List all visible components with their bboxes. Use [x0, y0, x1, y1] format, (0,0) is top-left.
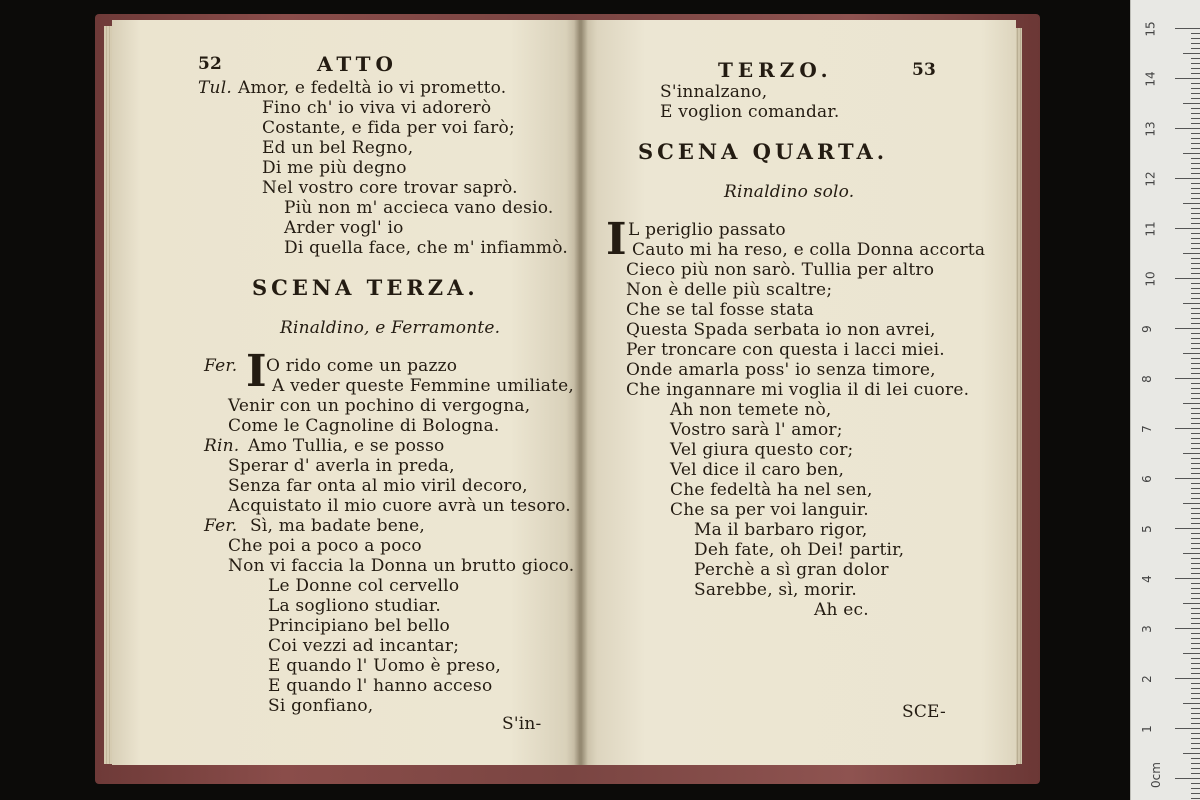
ruler-tick	[1175, 178, 1200, 179]
verse-line: Onde amarla poss' io senza timore,	[626, 360, 936, 380]
verse-line: Deh fate, oh Dei! partir,	[694, 540, 905, 560]
verse-line: Vostro sarà l' amor;	[670, 420, 843, 440]
ruler-tick	[1191, 338, 1200, 339]
ruler-tick	[1191, 758, 1200, 759]
verse-line: Cieco più non sarò. Tullia per altro	[626, 260, 935, 280]
ruler-tick	[1191, 308, 1200, 309]
ruler-tick	[1191, 418, 1200, 419]
ruler-label: 14	[1143, 71, 1158, 87]
ruler-tick	[1191, 63, 1200, 64]
ruler-tick	[1191, 643, 1200, 644]
ruler-label: 0cm	[1148, 762, 1163, 788]
ruler-tick	[1191, 493, 1200, 494]
ruler-tick	[1175, 478, 1200, 479]
measuring-ruler	[1130, 0, 1200, 800]
ruler-tick	[1191, 383, 1200, 384]
verse-line: E quando l' hanno acceso	[268, 676, 493, 696]
ruler-tick	[1191, 798, 1200, 799]
verse-line: Principiano bel bello	[268, 616, 450, 636]
ruler-tick	[1175, 228, 1200, 229]
verse-line: Che sa per voi languir.	[670, 500, 869, 520]
verse-line: Arder vogl' io	[284, 218, 404, 238]
left-page-number: 52	[198, 54, 223, 74]
ruler-label: 13	[1143, 121, 1158, 137]
ruler-tick	[1191, 38, 1200, 39]
ruler-tick	[1191, 173, 1200, 174]
ruler-label: 7	[1139, 425, 1154, 433]
ruler-tick	[1175, 528, 1200, 529]
verse-line: Sarebbe, sì, morir.	[694, 580, 857, 600]
ruler-tick	[1183, 53, 1200, 54]
ruler-tick	[1175, 28, 1200, 29]
verse-line: Vel dice il caro ben,	[670, 460, 845, 480]
verse-line: Sperar d' averla in preda,	[228, 456, 455, 476]
ruler-tick	[1191, 248, 1200, 249]
verse-line: Sì, ma badate bene,	[250, 516, 426, 536]
ruler-label: 15	[1143, 21, 1158, 37]
ruler-tick	[1191, 668, 1200, 669]
speaker-label: Fer.	[204, 356, 238, 376]
ruler-tick	[1191, 468, 1200, 469]
catchword: SCE-	[902, 702, 946, 722]
ruler-tick	[1183, 303, 1200, 304]
ruler-tick	[1175, 628, 1200, 629]
ruler-tick	[1191, 543, 1200, 544]
verse-line: Di me più degno	[262, 158, 407, 178]
ruler-tick	[1191, 463, 1200, 464]
ruler-tick	[1191, 223, 1200, 224]
verse-line: Per troncare con questa i lacci miei.	[626, 340, 945, 360]
right-page-number: 53	[912, 60, 937, 80]
ruler-tick	[1175, 378, 1200, 379]
ruler-tick	[1183, 553, 1200, 554]
ruler-tick	[1191, 283, 1200, 284]
ruler-tick	[1191, 243, 1200, 244]
ruler-tick	[1183, 153, 1200, 154]
ruler-tick	[1191, 213, 1200, 214]
ruler-tick	[1191, 258, 1200, 259]
ruler-tick	[1175, 578, 1200, 579]
right-running-header: TERZO.	[718, 58, 833, 82]
verse-line: Senza far onta al mio viril decoro,	[228, 476, 528, 496]
ruler-tick	[1191, 263, 1200, 264]
ruler-tick	[1191, 793, 1200, 794]
ruler-tick	[1191, 608, 1200, 609]
verse-line: Nel vostro core trovar saprò.	[262, 178, 518, 198]
ruler-tick	[1191, 413, 1200, 414]
ruler-tick	[1191, 483, 1200, 484]
verse-line: Fino ch' io viva vi adorerò	[262, 98, 492, 118]
ruler-tick	[1191, 448, 1200, 449]
ruler-tick	[1191, 738, 1200, 739]
verse-line: Coi vezzi ad incantar;	[268, 636, 460, 656]
ruler-tick	[1191, 48, 1200, 49]
ruler-tick	[1191, 363, 1200, 364]
ruler-tick	[1191, 688, 1200, 689]
ruler-tick	[1183, 753, 1200, 754]
verse-line: Che ingannare mi voglia il di lei cuore.	[626, 380, 970, 400]
ruler-tick	[1183, 353, 1200, 354]
ruler-tick	[1191, 533, 1200, 534]
ruler-tick	[1191, 743, 1200, 744]
drop-cap: I	[246, 346, 267, 397]
ruler-tick	[1191, 218, 1200, 219]
ruler-tick	[1191, 548, 1200, 549]
ruler-tick	[1183, 603, 1200, 604]
verse-line: Più non m' accieca vano desio.	[284, 198, 554, 218]
ruler-tick	[1175, 128, 1200, 129]
ruler-tick	[1191, 748, 1200, 749]
verse-line: Amor, e fedeltà io vi prometto.	[238, 78, 507, 98]
ruler-tick	[1191, 358, 1200, 359]
ruler-tick	[1183, 203, 1200, 204]
ruler-tick	[1191, 708, 1200, 709]
ruler-tick	[1175, 78, 1200, 79]
ruler-tick	[1191, 123, 1200, 124]
ruler-tick	[1191, 288, 1200, 289]
verse-line: Perchè a sì gran dolor	[694, 560, 889, 580]
ruler-tick	[1191, 98, 1200, 99]
ruler-tick	[1191, 618, 1200, 619]
ruler-tick	[1191, 58, 1200, 59]
ruler-label: 12	[1143, 171, 1158, 187]
ruler-tick	[1191, 268, 1200, 269]
scene-characters: Rinaldino solo.	[724, 182, 855, 202]
ruler-tick	[1183, 403, 1200, 404]
ruler-tick	[1183, 253, 1200, 254]
right-page	[580, 20, 1016, 765]
ruler-tick	[1191, 388, 1200, 389]
ruler-tick	[1191, 768, 1200, 769]
ruler-tick	[1191, 83, 1200, 84]
ruler-tick	[1191, 208, 1200, 209]
ruler-tick	[1191, 583, 1200, 584]
verse-line: Che poi a poco a poco	[228, 536, 422, 556]
ruler-tick	[1191, 148, 1200, 149]
verse-line: Costante, e fida per voi farò;	[262, 118, 515, 138]
ruler-tick	[1191, 698, 1200, 699]
ruler-tick	[1175, 678, 1200, 679]
ruler-tick	[1191, 568, 1200, 569]
ruler-tick	[1191, 93, 1200, 94]
scene-title: SCENA TERZA.	[252, 275, 479, 300]
verse-line: Questa Spada serbata io non avrei,	[626, 320, 936, 340]
verse-line: O rido come un pazzo	[266, 356, 458, 376]
ruler-tick	[1191, 563, 1200, 564]
verse-line: Che fedeltà ha nel sen,	[670, 480, 873, 500]
ruler-tick	[1191, 763, 1200, 764]
ruler-tick	[1191, 298, 1200, 299]
ruler-tick	[1191, 443, 1200, 444]
ruler-tick	[1191, 343, 1200, 344]
ruler-tick	[1191, 323, 1200, 324]
ruler-tick	[1191, 598, 1200, 599]
ruler-tick	[1191, 538, 1200, 539]
verse-line: Ah non temete nò,	[670, 400, 832, 420]
ruler-tick	[1191, 433, 1200, 434]
ruler-tick	[1191, 513, 1200, 514]
verse-line: Ah ec.	[814, 600, 869, 620]
verse-line: Venir con un pochino di vergogna,	[228, 396, 531, 416]
ruler-tick	[1191, 573, 1200, 574]
ruler-tick	[1183, 703, 1200, 704]
ruler-tick	[1191, 113, 1200, 114]
verse-line: Di quella face, che m' infiammò.	[284, 238, 568, 258]
ruler-tick	[1191, 233, 1200, 234]
verse-line: Si gonfiano,	[268, 696, 374, 716]
ruler-tick	[1175, 278, 1200, 279]
ruler-tick	[1191, 313, 1200, 314]
ruler-tick	[1191, 633, 1200, 634]
ruler-tick	[1191, 293, 1200, 294]
drop-cap: I	[606, 214, 627, 265]
book-gutter	[574, 20, 588, 765]
scene-title: SCENA QUARTA.	[638, 139, 889, 164]
ruler-label: 9	[1139, 325, 1154, 333]
ruler-tick	[1191, 163, 1200, 164]
ruler-tick	[1191, 348, 1200, 349]
ruler-tick	[1191, 108, 1200, 109]
ruler-tick	[1191, 593, 1200, 594]
ruler-tick	[1191, 683, 1200, 684]
ruler-tick	[1191, 788, 1200, 789]
catchword: S'in-	[502, 714, 542, 734]
ruler-tick	[1191, 588, 1200, 589]
ruler-label: 8	[1139, 375, 1154, 383]
verse-line: S'innalzano,	[660, 82, 768, 102]
ruler-tick	[1191, 143, 1200, 144]
verse-line: Non è delle più scaltre;	[626, 280, 833, 300]
verse-line: L periglio passato	[628, 220, 786, 240]
verse-line: Come le Cagnoline di Bologna.	[228, 416, 500, 436]
ruler-tick	[1191, 88, 1200, 89]
ruler-label: 3	[1139, 625, 1154, 633]
ruler-tick	[1191, 198, 1200, 199]
verse-line: Amo Tullia, e se posso	[248, 436, 445, 456]
ruler-tick	[1191, 783, 1200, 784]
ruler-tick	[1191, 733, 1200, 734]
ruler-tick	[1183, 103, 1200, 104]
ruler-tick	[1191, 518, 1200, 519]
ruler-tick	[1191, 333, 1200, 334]
ruler-label: 1	[1139, 725, 1154, 733]
ruler-tick	[1191, 648, 1200, 649]
left-running-header: ATTO	[317, 52, 398, 76]
left-page	[112, 20, 580, 765]
ruler-tick	[1191, 638, 1200, 639]
verse-line: Vel giura questo cor;	[670, 440, 854, 460]
ruler-tick	[1191, 238, 1200, 239]
ruler-tick	[1191, 423, 1200, 424]
verse-line: Non vi faccia la Donna un brutto gioco.	[228, 556, 575, 576]
ruler-tick	[1191, 488, 1200, 489]
ruler-tick	[1175, 428, 1200, 429]
ruler-label: 10	[1143, 271, 1158, 287]
verse-line: Le Donne col cervello	[268, 576, 460, 596]
verse-line: Ed un bel Regno,	[262, 138, 414, 158]
ruler-label: 5	[1139, 525, 1154, 533]
speaker-label: Rin.	[204, 436, 240, 456]
ruler-tick	[1191, 718, 1200, 719]
ruler-tick	[1191, 693, 1200, 694]
ruler-tick	[1191, 133, 1200, 134]
scene-characters: Rinaldino, e Ferramonte.	[280, 318, 501, 338]
ruler-tick	[1191, 118, 1200, 119]
ruler-label: 2	[1139, 675, 1154, 683]
ruler-label: 4	[1139, 575, 1154, 583]
ruler-tick	[1191, 68, 1200, 69]
ruler-tick	[1191, 773, 1200, 774]
ruler-tick	[1175, 728, 1200, 729]
ruler-tick	[1191, 73, 1200, 74]
ruler-tick	[1175, 778, 1200, 779]
ruler-tick	[1191, 408, 1200, 409]
ruler-tick	[1191, 498, 1200, 499]
ruler-label: 11	[1143, 221, 1158, 237]
ruler-tick	[1191, 138, 1200, 139]
ruler-tick	[1191, 373, 1200, 374]
ruler-tick	[1183, 453, 1200, 454]
ruler-tick	[1183, 653, 1200, 654]
speaker-label: Tul.	[198, 78, 232, 98]
verse-line: Acquistato il mio cuore avrà un tesoro.	[228, 496, 571, 516]
ruler-tick	[1191, 663, 1200, 664]
ruler-tick	[1191, 558, 1200, 559]
ruler-tick	[1191, 713, 1200, 714]
ruler-tick	[1191, 673, 1200, 674]
ruler-tick	[1183, 503, 1200, 504]
ruler-tick	[1191, 473, 1200, 474]
ruler-label: 6	[1139, 475, 1154, 483]
ruler-tick	[1191, 438, 1200, 439]
ruler-tick	[1191, 398, 1200, 399]
ruler-tick	[1191, 183, 1200, 184]
ruler-tick	[1191, 168, 1200, 169]
ruler-tick	[1191, 508, 1200, 509]
speaker-label: Fer.	[204, 516, 238, 536]
verse-line: A veder queste Femmine umiliate,	[272, 376, 574, 396]
verse-line: Ma il barbaro rigor,	[694, 520, 868, 540]
ruler-tick	[1191, 458, 1200, 459]
ruler-tick	[1191, 613, 1200, 614]
ruler-tick	[1191, 368, 1200, 369]
ruler-tick	[1191, 273, 1200, 274]
ruler-tick	[1191, 318, 1200, 319]
ruler-tick	[1175, 328, 1200, 329]
ruler-tick	[1191, 723, 1200, 724]
ruler-tick	[1191, 393, 1200, 394]
ruler-tick	[1191, 33, 1200, 34]
ruler-tick	[1191, 658, 1200, 659]
verse-line: Che se tal fosse stata	[626, 300, 814, 320]
ruler-tick	[1191, 43, 1200, 44]
verse-line: Cauto mi ha reso, e colla Donna accorta	[632, 240, 986, 260]
verse-line: E voglion comandar.	[660, 102, 840, 122]
verse-line: E quando l' Uomo è preso,	[268, 656, 501, 676]
verse-line: La sogliono studiar.	[268, 596, 441, 616]
ruler-tick	[1191, 188, 1200, 189]
ruler-tick	[1191, 623, 1200, 624]
ruler-tick	[1191, 523, 1200, 524]
ruler-tick	[1191, 193, 1200, 194]
ruler-tick	[1191, 158, 1200, 159]
